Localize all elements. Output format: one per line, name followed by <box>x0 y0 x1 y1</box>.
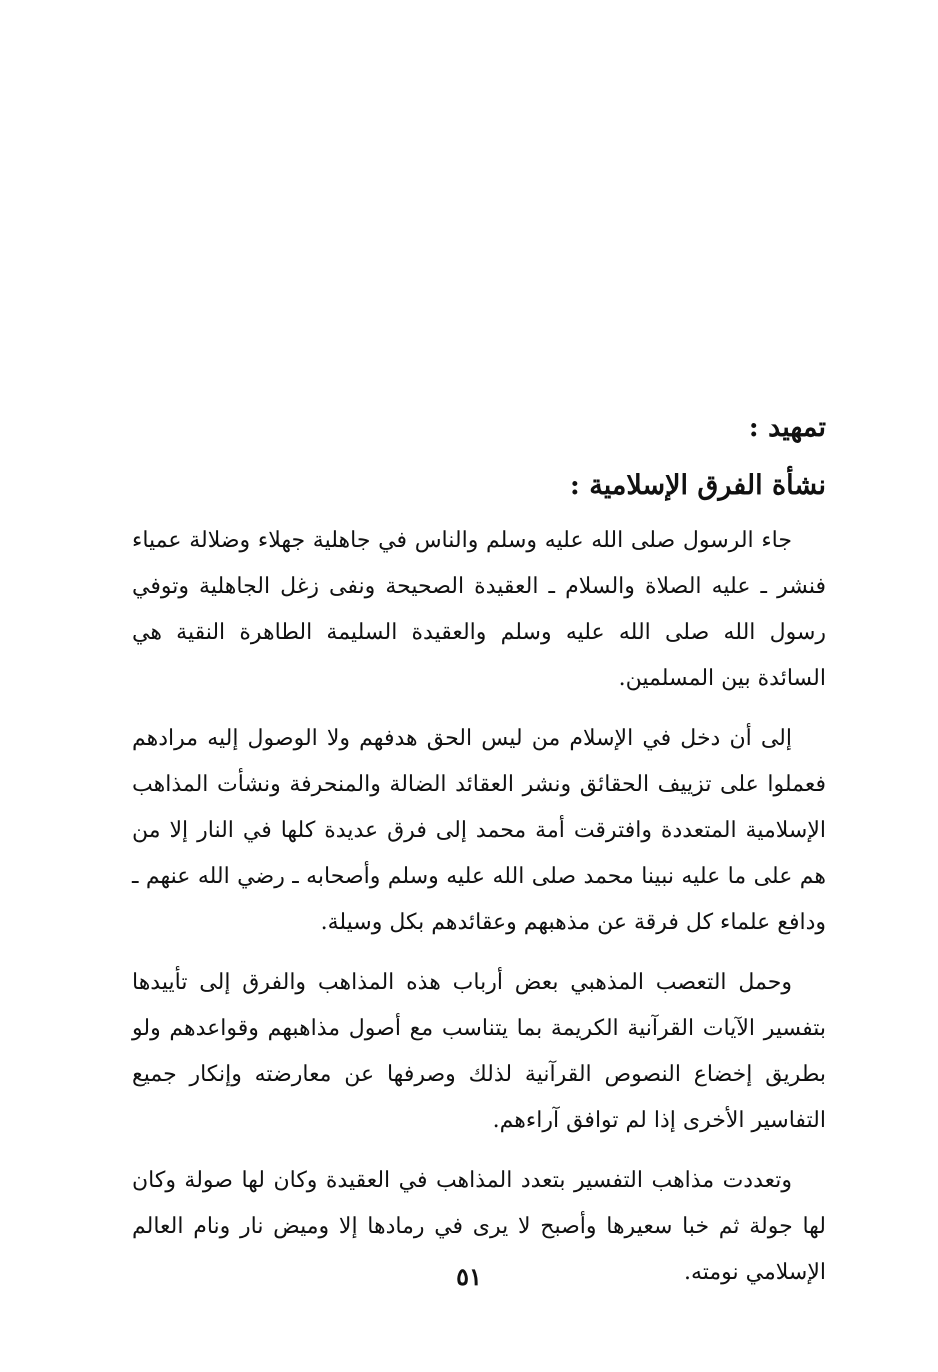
subheading: نشأة الفرق الإسلامية : <box>569 470 826 501</box>
section-heading: تمهيد : <box>748 412 826 443</box>
paragraph-2: إلى أن دخل في الإسلام من ليس الحق هدفهم ولا الوصول إليه مرادهم فعملوا على تزييف الحقائق ونشر العقائد الضالة والمنحرفة ونشأت المذاهب الإسلامية المتعددة وافترقت أمة محمد إلى فرق عديدة كلها في النار إلا من هم على ما عليه نبينا محمد صلى الله عليه وسلم وأصحابه ـ رضي الله عنهم ـ ودافع علماء كل فرقة عن مذهبهم وعقائدهم بكل وسيلة. <box>132 726 826 935</box>
page-content <box>132 408 826 1310</box>
page-number: ٥١ <box>456 1262 482 1291</box>
paragraph-1: جاء الرسول صلى الله عليه وسلم والناس في جاهلية جهلاء وضلالة عمياء فنشر ـ عليه الصلاة والسلام ـ العقيدة الصحيحة ونفى زغل الجاهلية وتوفي رسول الله صلى الله عليه وسلم والعقيدة السليمة الطاهرة النقية هي السائدة بين المسلمين. <box>132 528 826 691</box>
paragraph-4: وتعددت مذاهب التفسير بتعدد المذاهب في العقيدة وكان لها صولة وكان لها جولة ثم خبا سعيرها وأصبح لا يرى في رمادها إلا وميض نار ونام العالم الإسلامي نومته. <box>132 1168 826 1285</box>
paragraph-3: وحمل التعصب المذهبي بعض أرباب هذه المذاهب والفرق إلى تأييدها بتفسير الآيات القرآنية الكريمة بما يتناسب مع أصول مذاهبهم وقواعدهم ولو بطريق إخضاع النصوص القرآنية لذلك وصرفها عن معارضته وإنكار جميع التفاسير الأخرى إذا لم توافق آراءهم. <box>132 970 826 1133</box>
